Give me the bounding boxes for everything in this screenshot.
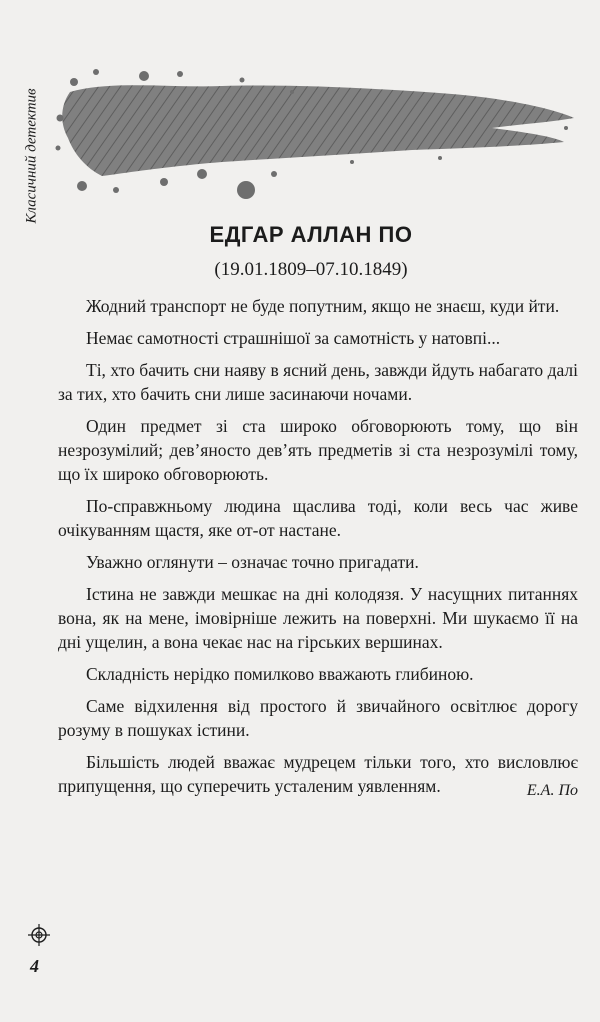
quote: Один предмет зі ста широко обговорюють тому, що він незрозумілий; дев’яносто дев’ять предметів зі ста незрозумілі тому, що їх широко обговорюють. bbox=[58, 416, 578, 484]
page-number: 4 bbox=[30, 956, 39, 976]
series-label bbox=[14, 66, 50, 246]
quote: Саме відхилення від простого й звичайного освітлює дорогу розуму в пошуках істини. bbox=[58, 696, 578, 740]
quote: Більшість людей вважає мудрецем тільки того, хто висловлює припущення, що суперечить усталеним уявленням. bbox=[58, 752, 578, 796]
quote: Немає самотності страшнішої за самотність у натовпі... bbox=[86, 328, 501, 348]
author-name: ЕДГАР АЛЛАН ПО bbox=[209, 222, 413, 247]
quote: Складність нерідко помилково вважають глибиною. bbox=[86, 664, 474, 684]
quote: Ті, хто бачить сни наяву в ясний день, завжди йдуть набагато далі за тих, хто бачить сни лише засинаючи ночами. bbox=[58, 360, 578, 404]
series-label-text: Класичний детектив bbox=[23, 88, 40, 224]
quote: Жодний транспорт не буде попутним, якщо не знаєш, куди йти. bbox=[86, 296, 560, 316]
quotes-list bbox=[58, 294, 578, 806]
quote: По-справжньому людина щаслива тоді, коли весь час живе очікуванням щастя, яке от-от настане. bbox=[58, 496, 578, 540]
quote: Уважно оглянути – означає точно пригадати. bbox=[86, 552, 419, 572]
quote: Істина не завжди мешкає на дні колодязя. У насущних питаннях вона, як на мене, імовірніше лежить на поверхні. Ми шукаємо її на дні ущелин, а вона чекає нас на гірських вершинах. bbox=[58, 584, 578, 652]
author-dates: (19.01.1809–07.10.1849) bbox=[214, 259, 408, 280]
crosshair-icon bbox=[28, 924, 50, 946]
ink-splash-decoration bbox=[52, 58, 582, 208]
quote-signature: Е.А. По bbox=[526, 782, 578, 799]
